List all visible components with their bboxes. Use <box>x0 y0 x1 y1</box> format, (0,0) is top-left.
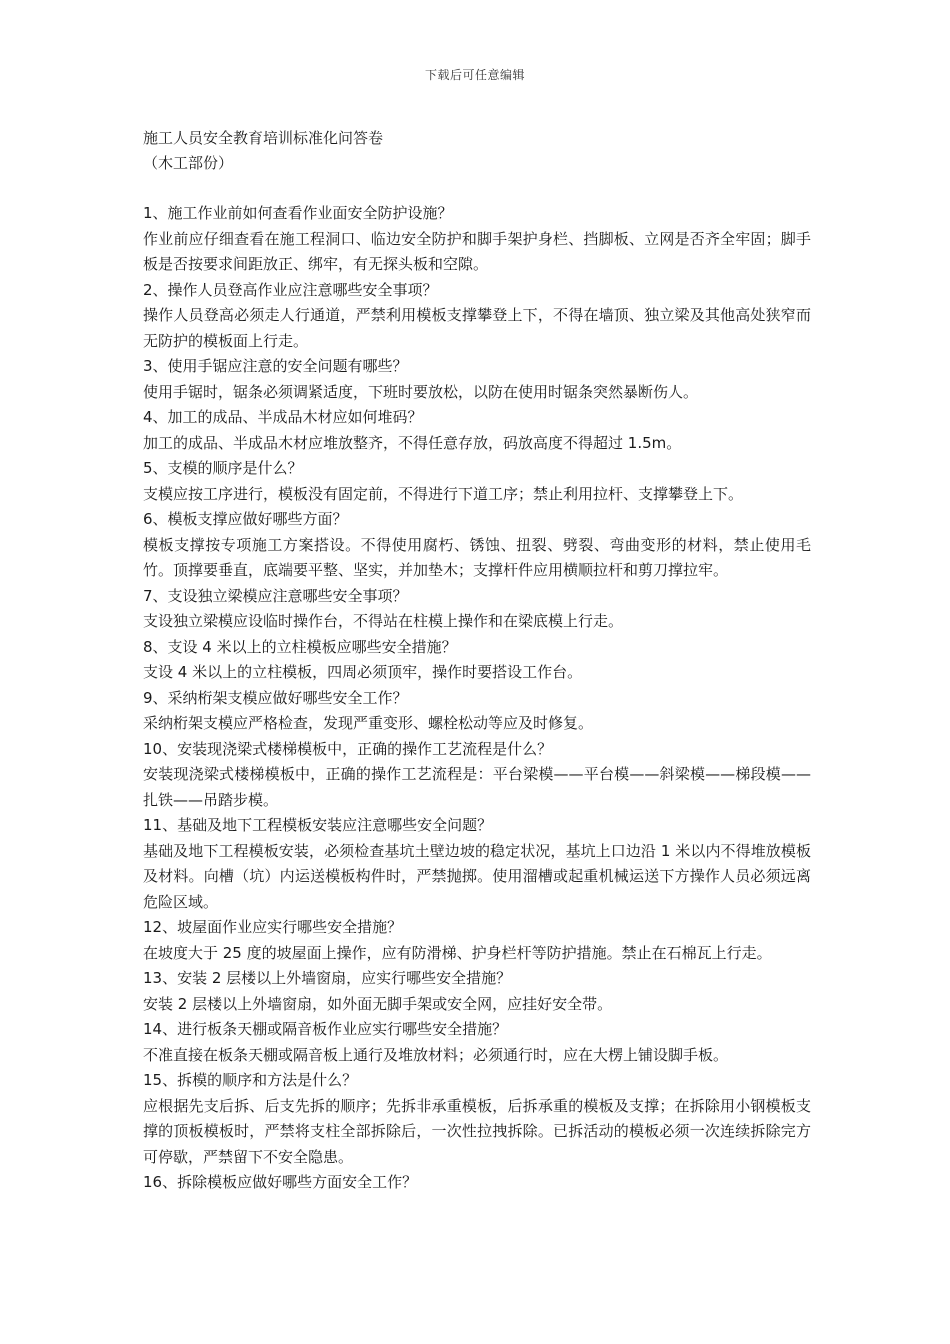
qa-item-14 <box>143 1017 811 1068</box>
answer-3: 使用手锯时，锯条必须调紧适度，下班时要放松，以防在使用时锯条突然暴断伤人。 <box>143 382 699 401</box>
question-10: 10、安装现浇梁式楼梯模板中，正确的操作工艺流程是什么？ <box>143 739 553 758</box>
page-header-note: 下载后可任意编辑 <box>424 68 525 82</box>
answer-10: 安装现浇梁式楼梯模板中，正确的操作工艺流程是：平台梁模——平台模——斜梁模——梯段模——扎铁——吊踏步模。 <box>143 765 811 809</box>
qa-item-12 <box>143 915 811 966</box>
answer-14: 不准直接在板条天棚或隔音板上通行及堆放材料；必须通行时，应在大楞上铺设脚手板。 <box>143 1045 729 1064</box>
answer-5: 支模应按工序进行，模板没有固定前，不得进行下道工序；禁止利用拉杆、支撑攀登上下。 <box>143 484 744 503</box>
qa-item-9 <box>143 686 811 737</box>
question-5: 5、支模的顺序是什么？ <box>143 459 303 477</box>
question-14: 14、进行板条天棚或隔音板作业应实行哪些安全措施？ <box>143 1020 508 1038</box>
qa-item-6 <box>143 507 811 584</box>
qa-item-1 <box>143 201 811 278</box>
qa-item-11 <box>143 813 811 915</box>
question-9: 9、采纳桁架支模应做好哪些安全工作？ <box>143 688 408 707</box>
answer-11: 基础及地下工程模板安装，必须检查基坑土壁边坡的稳定状况，基坑上口边沿 1 米以内不得堆放模板及材料。向槽（坑）内运送模板构件时，严禁抛掷。使用溜槽或起重机械运送下方操作人员必须远离危险区域。 <box>143 841 811 911</box>
answer-7: 支设独立梁模应设临时操作台，不得站在柱模上操作和在梁底模上行走。 <box>143 612 624 630</box>
question-15: 15、拆模的顺序和方法是什么？ <box>143 1071 358 1089</box>
answer-4: 加工的成品、半成品木材应堆放整齐，不得任意存放，码放高度不得超过 1.5m。 <box>143 433 682 452</box>
question-8: 8、支设 4 米以上的立柱模板应哪些安全措施？ <box>143 637 457 656</box>
qa-item-7 <box>143 584 811 635</box>
qa-item-8 <box>143 635 811 686</box>
question-3: 3、使用手锯应注意的安全问题有哪些？ <box>143 357 408 375</box>
answer-6: 模板支撑按专项施工方案搭设。不得使用腐朽、锈蚀、扭裂、劈裂、弯曲变形的材料，禁止使用毛竹。顶撑要垂直，底端要平整、坚实，并加垫木；支撑杆件应用横顺拉杆和剪刀撑拉牢。 <box>143 535 811 579</box>
document-body <box>143 126 811 1196</box>
document-subtitle: （木工部份） <box>143 154 234 172</box>
question-16: 16、拆除模板应做好哪些方面安全工作？ <box>143 1173 418 1191</box>
answer-8: 支设 4 米以上的立柱模板，四周必须顶牢，操作时要搭设工作台。 <box>143 663 583 681</box>
qa-item-13 <box>143 966 811 1017</box>
qa-item-2 <box>143 278 811 355</box>
qa-item-15 <box>143 1068 811 1170</box>
answer-13: 安装 2 层楼以上外墙窗扇，如外面无脚手架或安全网，应挂好安全带。 <box>143 994 613 1013</box>
qa-item-16 <box>143 1170 811 1196</box>
question-13: 13、安装 2 层楼以上外墙窗扇，应实行哪些安全措施？ <box>143 969 512 987</box>
answer-2: 操作人员登高必须走人行通道，严禁利用模板支撑攀登上下，不得在墙顶、独立梁及其他高处狭窄而无防护的模板面上行走。 <box>143 306 811 350</box>
qa-item-3 <box>143 354 811 405</box>
document-title: 施工人员安全教育培训标准化问答卷 <box>143 129 384 147</box>
answer-12: 在坡度大于 25 度的坡屋面上操作，应有防滑梯、护身栏杆等防护措施。禁止在石棉瓦上行走。 <box>143 943 772 962</box>
qa-item-10 <box>143 737 811 814</box>
question-6: 6、模板支撑应做好哪些方面？ <box>143 510 348 528</box>
answer-1: 作业前应仔细查看在施工程洞口、临边安全防护和脚手架护身栏、挡脚板、立网是否齐全牢固；脚手板是否按要求间距放正、绑牢，有无探头板和空隙。 <box>143 229 811 273</box>
question-7: 7、支设独立梁模应注意哪些安全事项？ <box>143 586 408 605</box>
question-12: 12、坡屋面作业应实行哪些安全措施？ <box>143 918 403 936</box>
question-11: 11、基础及地下工程模板安装应注意哪些安全问题？ <box>143 816 493 834</box>
qa-item-5 <box>143 456 811 507</box>
qa-item-4 <box>143 405 811 456</box>
question-4: 4、加工的成品、半成品木材应如何堆码？ <box>143 408 423 426</box>
question-2: 2、操作人员登高作业应注意哪些安全事项？ <box>143 280 438 299</box>
question-1: 1、施工作业前如何查看作业面安全防护设施？ <box>143 204 453 222</box>
answer-9: 采纳桁架支模应严格检查，发现严重变形、螺栓松动等应及时修复。 <box>143 714 594 732</box>
answer-15: 应根据先支后拆、后支先拆的顺序；先拆非承重模板，后拆承重的模板及支撑；在拆除用小钢模板支撑的顶板模板时，严禁将支柱全部拆除后，一次性拉拽拆除。已拆活动的模板必须一次连续拆除完方可停歇，严禁留下不安全隐患。 <box>143 1096 811 1166</box>
qa-list <box>143 201 811 1196</box>
